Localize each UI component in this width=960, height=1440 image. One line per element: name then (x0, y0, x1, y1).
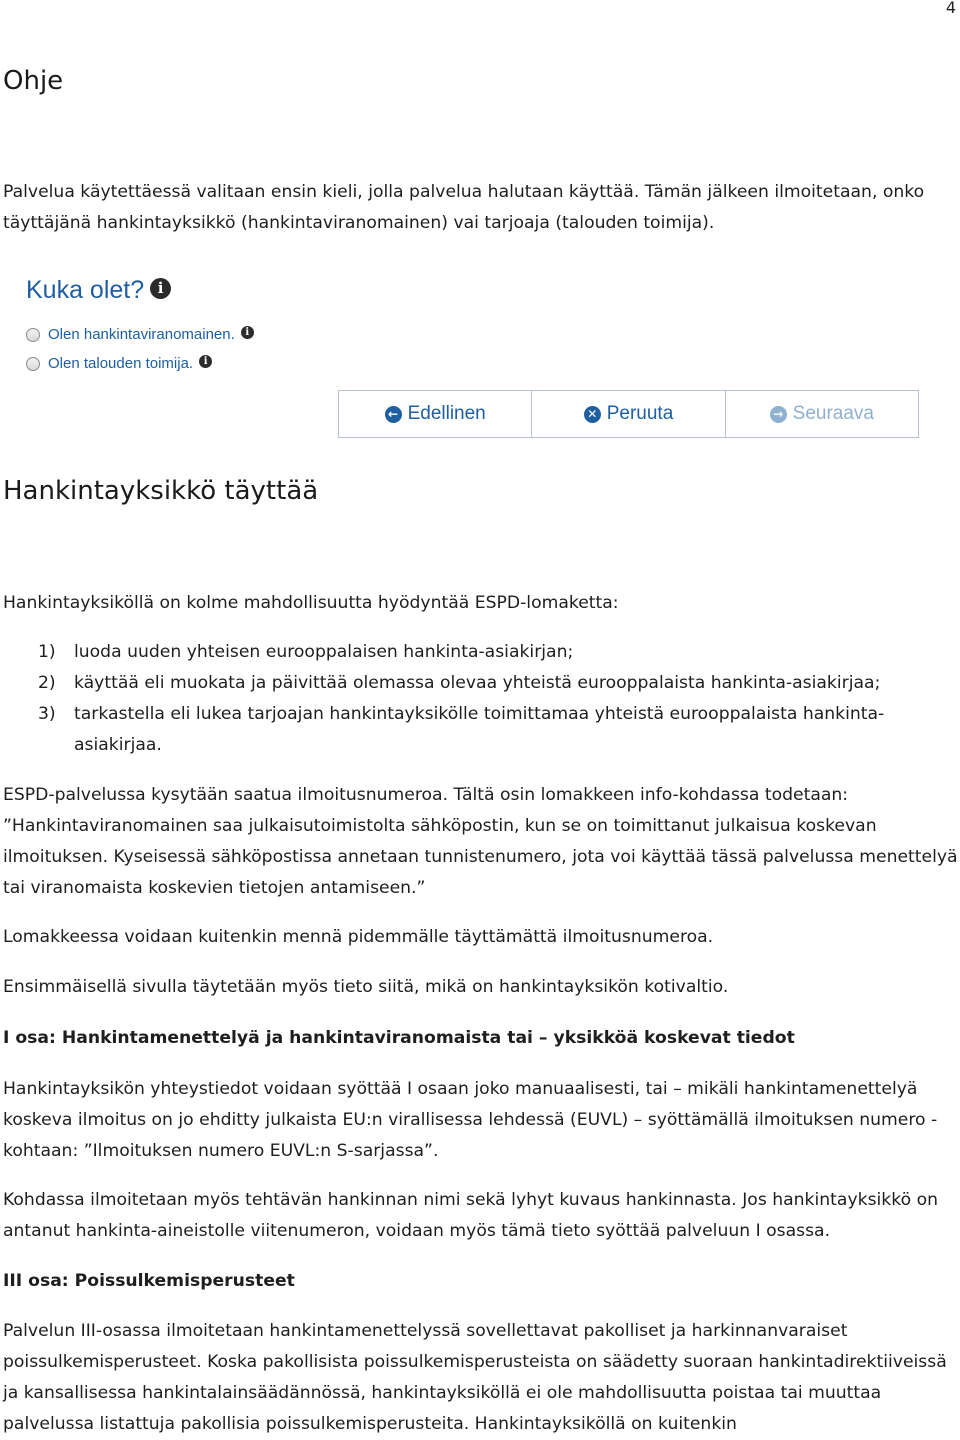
form-screenshot (0, 268, 960, 448)
radio-button[interactable] (26, 357, 40, 371)
list-text: tarkastella eli lukea tarjoajan hankintayksikölle toimittamaa yhteistä eurooppalaista hankinta-asiakirjaa. (74, 704, 885, 755)
section-title-ohje: Ohje (3, 66, 64, 96)
list-item (38, 637, 918, 668)
option-label: Olen talouden toimija. (48, 355, 194, 372)
intro-paragraph: Palvelua käytettäessä valitaan ensin kieli, jolla palvelua halutaan käyttää. Tämän jälkeen ilmoitetaan, onko täyttäjänä hankintayksikkö (hankintaviranomainen) vai tarjoaja (talouden toimija). (3, 182, 925, 233)
list-number: 2) (38, 673, 56, 693)
info-icon[interactable]: i (150, 278, 171, 299)
section-title-hankintayksikko: Hankintayksikkö täyttää (3, 476, 319, 506)
heading-part-1: I osa: Hankintamenettelyä ja hankintaviranomaista tai – yksikköä koskevat tiedot (3, 1028, 795, 1048)
arrow-right-icon: → (770, 406, 787, 423)
paragraph-contact-details: Hankintayksikön yhteystiedot voidaan syöttää I osaan joko manuaalisesti, tai – mikäli hankintamenettelyä koskeva ilmoitus on jo ehditty julkaista EU:n virallisessa lehdessä (EUVL) – syöttämällä ilmoituksen numero -kohtaan: ”Ilmoituksen numero EUVL:n S-sarjassa”. (3, 1079, 938, 1161)
paragraph-exclusion-grounds: Palvelun III-osassa ilmoitetaan hankintamenettelyssä sovellettavat pakolliset ja harkinnanvaraiset poissulkemisperusteet. Koska pakollisista poissulkemisperusteista on säädetty suoraan hankintadirektiiveissä ja kansallisessa hankintalainsäädännössä, hankintayksiköllä ei ole mahdollisuutta poistaa tai muuttaa palvelussa listattuja pakollisia poissulkemisperusteita. Hankintayksiköllä on kuitenkin (3, 1321, 947, 1434)
arrow-left-icon: ← (385, 406, 402, 423)
form-title-text: Kuka olet? (26, 276, 145, 304)
list-number: 1) (38, 642, 56, 662)
radio-button[interactable] (26, 328, 40, 342)
intro-paragraph-2: Hankintayksiköllä on kolme mahdollisuutta hyödyntää ESPD-lomaketta: (3, 593, 619, 613)
cancel-button[interactable] (532, 391, 725, 437)
form-title (26, 276, 171, 305)
paragraph-espd-notice: ESPD-palvelussa kysytään saatua ilmoitusnumeroa. Tältä osin lomakkeen info-kohdassa todetaan: ”Hankintaviranomainen saa julkaisutoimistolta sähköpostin, kun se on toimittanut julkaisua koskevan ilmoituksen. Kyseisessä sähköpostissa annetaan tunnistenumero, jota voi käyttää tässä palvelussa menettelyä tai viranomaista koskevien tietojen antamiseen.” (3, 785, 958, 898)
option-economic-operator[interactable] (26, 355, 212, 372)
next-button[interactable] (726, 391, 918, 437)
info-icon[interactable]: i (241, 326, 254, 339)
paragraph-procurement-name: Kohdassa ilmoitetaan myös tehtävän hankinnan nimi sekä lyhyt kuvaus hankinnasta. Jos hankintayksikkö on antanut hankinta-aineistolle viitenumeron, voidaan myös tämä tieto syöttää palveluun I osassa. (3, 1190, 938, 1241)
list-text: käyttää eli muokata ja päivittää olemassa olevaa yhteistä eurooppalaista hankinta-asiakirjaa; (74, 673, 881, 693)
close-icon: ✕ (584, 406, 601, 423)
option-label: Olen hankintaviranomainen. (48, 326, 235, 343)
list-number: 3) (38, 704, 56, 724)
list-item (38, 668, 918, 699)
paragraph-skip-notice: Lomakkeessa voidaan kuitenkin mennä pidemmälle täyttämättä ilmoitusnumeroa. (3, 927, 714, 947)
previous-button-label: Edellinen (407, 403, 486, 424)
info-icon[interactable]: i (199, 355, 212, 368)
next-button-label: Seuraava (792, 403, 874, 424)
list-item (38, 699, 918, 761)
cancel-button-label: Peruuta (606, 403, 674, 424)
option-contracting-authority[interactable] (26, 326, 254, 343)
page-number: 4 (945, 0, 956, 17)
paragraph-home-country: Ensimmäisellä sivulla täytetään myös tieto siitä, mikä on hankintayksikön kotivaltio. (3, 977, 729, 997)
navigation-buttons (338, 390, 919, 438)
heading-part-3: III osa: Poissulkemisperusteet (3, 1271, 295, 1291)
list-text: luoda uuden yhteisen eurooppalaisen hankinta-asiakirjan; (74, 642, 574, 662)
previous-button[interactable] (339, 391, 532, 437)
